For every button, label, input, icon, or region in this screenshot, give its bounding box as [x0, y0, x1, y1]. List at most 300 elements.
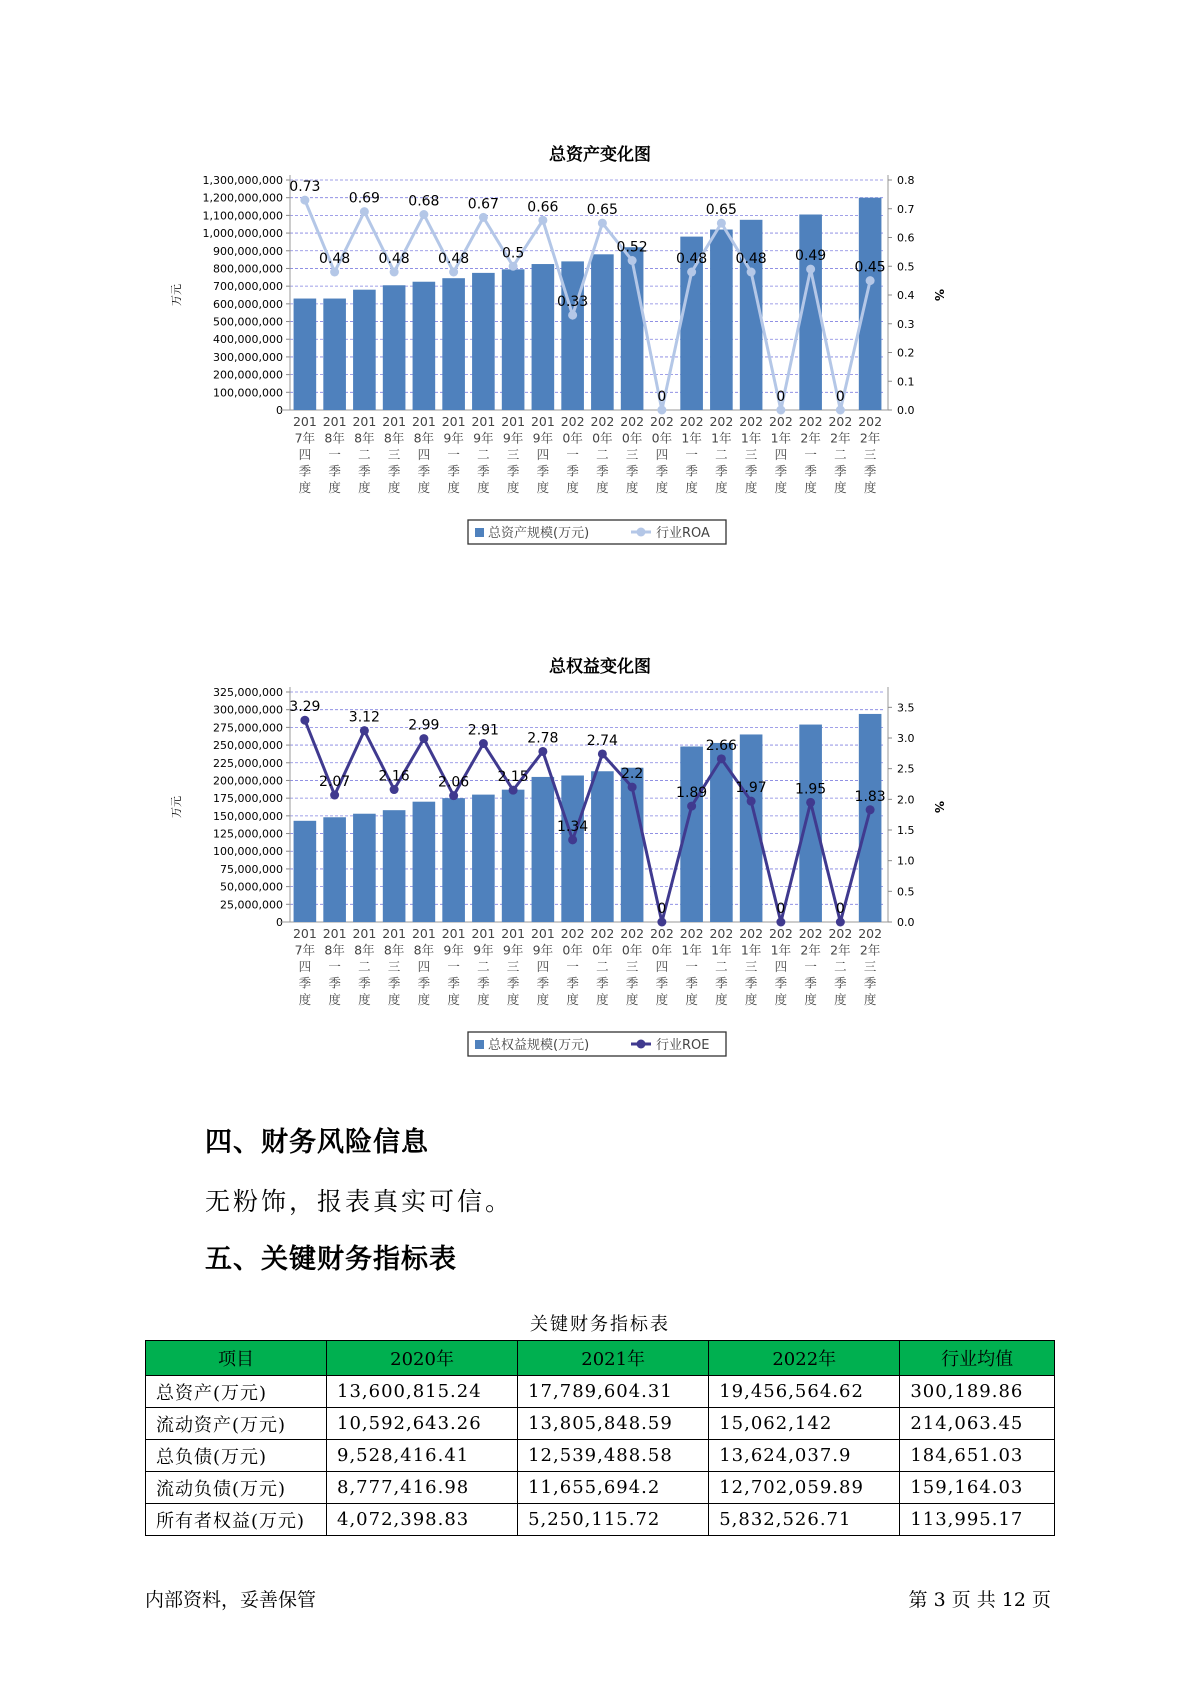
- x-tick-label: 度: [387, 480, 401, 495]
- table-cell: 159,164.03: [900, 1472, 1055, 1504]
- data-label: 0.49: [795, 248, 827, 265]
- line-point: [509, 786, 518, 795]
- x-tick-label: 度: [715, 480, 728, 495]
- bar: [502, 269, 525, 410]
- x-tick-label: 季: [328, 463, 341, 479]
- x-tick-label: 0年: [651, 942, 673, 958]
- y2-tick-label: 0.6: [897, 231, 915, 245]
- bar: [859, 714, 882, 922]
- line-point: [360, 207, 369, 216]
- x-tick-label: 季: [715, 463, 728, 479]
- risk-section-text: 无粉饰，报表真实可信。: [205, 1187, 514, 1216]
- table-cell: 13,805,848.59: [518, 1408, 709, 1440]
- y-tick-label: 200,000,000: [213, 774, 283, 788]
- x-tick-label: 季: [685, 463, 698, 479]
- x-tick-label: 度: [536, 992, 550, 1007]
- x-tick-label: 202: [649, 414, 674, 429]
- line-point: [717, 219, 726, 228]
- bar: [413, 802, 436, 922]
- x-tick-label: 三: [744, 447, 758, 462]
- y2-tick-label: 0.0: [897, 916, 915, 929]
- row-label: 总资产(万元): [146, 1376, 327, 1408]
- bar: [353, 814, 376, 922]
- header-cell: 项目: [146, 1341, 327, 1376]
- y-tick-label: 600,000,000: [213, 297, 283, 311]
- data-label: 0.66: [527, 199, 559, 216]
- x-tick-label: 一: [685, 959, 698, 974]
- x-tick-label: 度: [536, 480, 550, 495]
- x-tick-label: 四: [655, 447, 669, 462]
- x-tick-label: 8年: [324, 942, 345, 958]
- line-point: [479, 739, 488, 748]
- header-cell: 行业均值: [900, 1341, 1055, 1376]
- x-tick-label: 季: [715, 975, 728, 991]
- x-tick-label: 201: [501, 926, 526, 941]
- x-tick-label: 202: [739, 926, 764, 941]
- table-cell: 15,062,142: [709, 1408, 900, 1440]
- y2-tick-label: 0.5: [897, 885, 915, 899]
- x-tick-label: 201: [530, 414, 555, 429]
- data-label: 2.74: [586, 732, 618, 749]
- table-cell: 12,539,488.58: [518, 1440, 709, 1472]
- x-tick-label: 度: [715, 992, 728, 1007]
- line-point: [300, 716, 309, 725]
- x-tick-label: 201: [322, 926, 347, 941]
- x-tick-label: 度: [655, 992, 669, 1007]
- y2-tick-label: 1.5: [897, 824, 915, 837]
- y-tick-label: 1,200,000,000: [202, 191, 283, 205]
- data-label: 0.69: [348, 190, 380, 207]
- data-label: 1.95: [795, 781, 827, 798]
- x-tick-label: 201: [292, 414, 317, 429]
- x-tick-label: 0年: [592, 430, 613, 446]
- x-tick-label: 1年: [740, 942, 762, 958]
- x-tick-label: 度: [328, 992, 341, 1007]
- data-label: 2.91: [467, 722, 499, 739]
- x-tick-label: 四: [417, 447, 431, 462]
- x-tick-label: 二: [596, 447, 609, 462]
- y-tick-label: 1,300,000,000: [202, 174, 283, 187]
- line-point: [657, 918, 666, 927]
- legend-label: 行业ROE: [656, 1038, 710, 1053]
- x-tick-label: 度: [685, 992, 698, 1007]
- bar: [323, 817, 346, 922]
- y2-axis-label: %: [932, 288, 946, 302]
- x-tick-label: 202: [858, 926, 883, 941]
- bar: [621, 247, 644, 410]
- x-tick-label: 三: [506, 447, 520, 462]
- x-tick-label: 9年: [532, 430, 554, 446]
- x-tick-label: 三: [387, 959, 401, 974]
- x-tick-label: 1年: [711, 942, 732, 958]
- table-cell: 8,777,416.98: [327, 1472, 518, 1504]
- table-cell: 13,624,037.9: [709, 1440, 900, 1472]
- line-point: [717, 754, 726, 763]
- legend-swatch-bar: [475, 1040, 484, 1049]
- x-tick-label: 季: [744, 463, 758, 479]
- x-tick-label: 8年: [383, 430, 405, 446]
- y-tick-label: 50,000,000: [220, 880, 283, 894]
- x-tick-label: 季: [358, 463, 371, 479]
- data-label: 1.83: [854, 788, 886, 805]
- data-label: 2.16: [378, 768, 410, 785]
- bar: [532, 777, 555, 922]
- y-tick-label: 75,000,000: [220, 862, 283, 876]
- x-tick-label: 一: [328, 959, 341, 974]
- x-tick-label: 一: [685, 447, 698, 462]
- data-label: 0: [835, 901, 845, 917]
- x-tick-label: 201: [501, 414, 526, 429]
- x-tick-label: 季: [625, 975, 639, 991]
- data-label: 2.99: [408, 717, 440, 734]
- bar: [561, 261, 584, 410]
- x-tick-label: 202: [679, 926, 704, 941]
- x-tick-label: 季: [655, 975, 669, 991]
- x-tick-label: 季: [477, 975, 490, 991]
- x-tick-label: 度: [744, 992, 758, 1007]
- table-cell: 300,189.86: [900, 1376, 1055, 1408]
- bar: [383, 285, 406, 410]
- x-tick-label: 度: [298, 992, 312, 1007]
- x-tick-label: 202: [679, 414, 704, 429]
- data-label: 2.07: [319, 774, 351, 791]
- x-tick-label: 季: [863, 463, 877, 479]
- data-label: 0.48: [676, 251, 708, 267]
- x-tick-label: 201: [411, 926, 436, 941]
- y2-tick-label: 0.4: [897, 289, 915, 302]
- x-tick-label: 季: [804, 975, 817, 991]
- data-label: 1.89: [676, 785, 708, 802]
- x-tick-label: 四: [536, 959, 550, 974]
- x-tick-label: 二: [358, 959, 371, 974]
- data-label: 2.78: [527, 730, 559, 747]
- table-header-row: [146, 1341, 1055, 1376]
- y2-tick-label: 0.3: [897, 317, 915, 331]
- x-tick-label: 度: [774, 480, 788, 495]
- y-tick-label: 1,000,000,000: [202, 227, 283, 241]
- x-tick-label: 201: [382, 926, 407, 941]
- legend-swatch-point: [637, 1040, 646, 1049]
- x-tick-label: 202: [709, 414, 734, 429]
- bar: [859, 198, 882, 410]
- x-tick-label: 季: [298, 463, 312, 479]
- footer-confidential-note: 内部资料，妥善保管: [145, 1589, 317, 1611]
- x-tick-label: 三: [863, 447, 877, 462]
- y2-tick-label: 0.2: [897, 346, 915, 360]
- y-tick-label: 800,000,000: [213, 262, 283, 276]
- x-tick-label: 度: [804, 992, 817, 1007]
- x-tick-label: 202: [590, 926, 615, 941]
- y2-tick-label: 0.5: [897, 260, 915, 274]
- x-tick-label: 0年: [651, 430, 673, 446]
- x-tick-label: 度: [834, 480, 847, 495]
- y2-tick-label: 1.0: [897, 854, 915, 868]
- data-label: 0.5: [501, 245, 525, 262]
- data-label: 0.48: [378, 251, 410, 267]
- x-tick-label: 四: [298, 447, 312, 462]
- x-tick-label: 1年: [711, 430, 732, 446]
- x-tick-label: 四: [417, 959, 431, 974]
- legend-label: 总权益规模(万元): [488, 1038, 590, 1053]
- x-tick-label: 202: [768, 926, 793, 941]
- y2-tick-label: 2.0: [897, 793, 915, 807]
- x-tick-label: 度: [834, 992, 847, 1007]
- x-tick-label: 度: [596, 480, 609, 495]
- x-tick-label: 2年: [859, 942, 881, 958]
- line-point: [538, 216, 547, 225]
- chart-title: 总资产变化图: [549, 145, 651, 165]
- x-tick-label: 201: [322, 414, 347, 429]
- data-label: 0.68: [408, 193, 440, 210]
- line-point: [866, 805, 875, 814]
- x-tick-label: 二: [477, 447, 490, 462]
- x-tick-label: 度: [358, 992, 371, 1007]
- table-cell: 11,655,694.2: [518, 1472, 709, 1504]
- line-point: [836, 406, 845, 415]
- total-assets-chart-svg: [150, 165, 1050, 570]
- line-point: [628, 256, 637, 265]
- x-tick-label: 9年: [502, 942, 524, 958]
- x-tick-label: 度: [358, 480, 371, 495]
- y-tick-label: 500,000,000: [213, 315, 283, 329]
- data-label: 0.65: [705, 202, 737, 219]
- y-tick-label: 300,000,000: [213, 350, 283, 364]
- table-cell: 17,789,604.31: [518, 1376, 709, 1408]
- line-point: [479, 213, 488, 222]
- x-tick-label: 8年: [383, 942, 405, 958]
- x-tick-label: 一: [804, 959, 817, 974]
- x-tick-label: 度: [387, 992, 401, 1007]
- x-tick-label: 四: [774, 959, 788, 974]
- x-tick-label: 季: [596, 463, 609, 479]
- y-tick-label: 275,000,000: [213, 721, 283, 735]
- x-tick-label: 度: [447, 992, 460, 1007]
- x-tick-label: 季: [387, 463, 401, 479]
- y-tick-label: 225,000,000: [213, 756, 283, 770]
- x-tick-label: 2年: [830, 430, 851, 446]
- line-point: [360, 726, 369, 735]
- line-point: [806, 798, 815, 807]
- x-tick-label: 一: [566, 959, 579, 974]
- x-tick-label: 8年: [413, 942, 435, 958]
- x-tick-label: 度: [685, 480, 698, 495]
- y-tick-label: 125,000,000: [213, 827, 283, 841]
- bar: [591, 771, 614, 922]
- line-point: [598, 219, 607, 228]
- x-tick-label: 二: [596, 959, 609, 974]
- data-label: 0.65: [586, 202, 618, 219]
- x-tick-label: 9年: [443, 430, 464, 446]
- x-tick-label: 9年: [502, 430, 524, 446]
- x-tick-label: 季: [477, 463, 490, 479]
- x-tick-label: 202: [709, 926, 734, 941]
- line-point: [568, 835, 577, 844]
- x-tick-label: 一: [447, 447, 460, 462]
- data-label: 0: [657, 389, 667, 405]
- data-label: 0.67: [467, 196, 499, 213]
- x-tick-label: 季: [655, 463, 669, 479]
- bar: [472, 273, 495, 410]
- x-tick-label: 度: [804, 480, 817, 495]
- x-tick-label: 季: [774, 463, 788, 479]
- data-label: 2.66: [705, 737, 737, 754]
- line-point: [687, 802, 696, 811]
- x-tick-label: 度: [596, 992, 609, 1007]
- y-axis-label: 万元: [170, 284, 183, 306]
- x-tick-label: 度: [506, 992, 520, 1007]
- x-tick-label: 季: [834, 463, 847, 479]
- x-tick-label: 度: [417, 480, 431, 495]
- x-tick-label: 0年: [562, 430, 583, 446]
- line-point: [300, 196, 309, 205]
- data-label: 3.12: [348, 709, 380, 726]
- y2-tick-label: 3.5: [897, 701, 915, 715]
- table-row: [146, 1408, 1055, 1440]
- data-label: 0: [657, 901, 667, 917]
- x-tick-label: 9年: [473, 430, 494, 446]
- line-point: [836, 918, 845, 927]
- x-tick-label: 季: [447, 975, 460, 991]
- x-tick-label: 季: [417, 463, 431, 479]
- x-tick-label: 201: [471, 926, 496, 941]
- line-point: [598, 749, 607, 758]
- bar: [383, 810, 406, 922]
- bar: [294, 821, 317, 922]
- x-tick-label: 一: [447, 959, 460, 974]
- row-label: 所有者权益(万元): [146, 1504, 327, 1536]
- header-cell: 2021年: [518, 1341, 709, 1376]
- x-tick-label: 一: [328, 447, 341, 462]
- line-point: [538, 747, 547, 756]
- bar: [294, 299, 317, 410]
- x-tick-label: 201: [352, 926, 377, 941]
- x-tick-label: 三: [625, 959, 639, 974]
- x-tick-label: 202: [560, 414, 585, 429]
- x-tick-label: 季: [506, 463, 520, 479]
- x-tick-label: 季: [596, 975, 609, 991]
- x-tick-label: 201: [441, 926, 466, 941]
- x-tick-label: 202: [798, 414, 823, 429]
- data-label: 1.34: [557, 818, 589, 835]
- x-tick-label: 度: [774, 992, 788, 1007]
- bar: [472, 795, 495, 922]
- x-tick-label: 1年: [770, 430, 792, 446]
- x-tick-label: 度: [477, 992, 490, 1007]
- line-point: [449, 268, 458, 277]
- table-row: [146, 1440, 1055, 1472]
- table-row: [146, 1472, 1055, 1504]
- x-tick-label: 2年: [830, 942, 851, 958]
- table-caption: 关键财务指标表: [530, 1314, 670, 1335]
- x-tick-label: 202: [858, 414, 883, 429]
- y-tick-label: 100,000,000: [213, 386, 283, 400]
- header-cell: 2020年: [327, 1341, 518, 1376]
- x-tick-label: 季: [804, 463, 817, 479]
- x-tick-label: 度: [863, 480, 877, 495]
- bar: [561, 776, 584, 922]
- x-tick-label: 季: [387, 975, 401, 991]
- bar: [353, 290, 376, 410]
- data-label: 0.48: [319, 251, 351, 267]
- x-tick-label: 8年: [354, 430, 375, 446]
- x-tick-label: 度: [863, 992, 877, 1007]
- table-row: [146, 1504, 1055, 1536]
- x-tick-label: 度: [625, 480, 639, 495]
- x-tick-label: 202: [828, 414, 853, 429]
- x-tick-label: 度: [566, 992, 579, 1007]
- x-tick-label: 9年: [473, 942, 494, 958]
- y-tick-label: 900,000,000: [213, 244, 283, 258]
- y-tick-label: 25,000,000: [220, 898, 283, 912]
- x-tick-label: 二: [834, 447, 847, 462]
- table-cell: 5,832,526.71: [709, 1504, 900, 1536]
- x-tick-label: 7年: [294, 430, 316, 446]
- x-tick-label: 度: [625, 992, 639, 1007]
- x-tick-label: 季: [566, 975, 579, 991]
- x-tick-label: 度: [566, 480, 579, 495]
- x-tick-label: 季: [625, 463, 639, 479]
- x-tick-label: 201: [411, 414, 436, 429]
- y-tick-label: 1,100,000,000: [202, 209, 283, 223]
- x-tick-label: 季: [298, 975, 312, 991]
- line-point: [390, 268, 399, 277]
- data-label: 3.29: [289, 699, 321, 716]
- y2-tick-label: 0.8: [897, 174, 915, 187]
- x-tick-label: 8年: [413, 430, 435, 446]
- total-assets-chart: [150, 140, 1050, 570]
- data-label: 2.06: [438, 774, 470, 791]
- data-label: 1.97: [735, 780, 767, 797]
- x-tick-label: 三: [744, 959, 758, 974]
- table-cell: 4,072,398.83: [327, 1504, 518, 1536]
- x-tick-label: 0年: [592, 942, 613, 958]
- bar: [502, 790, 525, 922]
- data-label: 0: [776, 901, 786, 917]
- x-tick-label: 1年: [770, 942, 792, 958]
- footer-page-number: 第 3 页 共 12 页: [908, 1589, 1051, 1611]
- row-label: 流动负债(万元): [146, 1472, 327, 1504]
- x-tick-label: 二: [477, 959, 490, 974]
- line-point: [509, 262, 518, 271]
- row-label: 总负债(万元): [146, 1440, 327, 1472]
- x-tick-label: 季: [328, 975, 341, 991]
- legend-swatch-bar: [475, 528, 484, 537]
- x-tick-label: 201: [292, 926, 317, 941]
- table-cell: 184,651.03: [900, 1440, 1055, 1472]
- legend-swatch-point: [637, 528, 646, 537]
- data-label: 2.2: [620, 766, 644, 783]
- data-label: 0.52: [616, 239, 648, 256]
- data-label: 0.33: [557, 294, 589, 311]
- y-tick-label: 100,000,000: [213, 845, 283, 859]
- x-tick-label: 8年: [324, 430, 345, 446]
- x-tick-label: 202: [649, 926, 674, 941]
- bar: [442, 798, 465, 922]
- table-cell: 12,702,059.89: [709, 1472, 900, 1504]
- y2-tick-label: 0.0: [897, 404, 915, 417]
- x-tick-label: 1年: [681, 430, 702, 446]
- x-tick-label: 四: [774, 447, 788, 462]
- line-point: [806, 265, 815, 274]
- y-tick-label: 200,000,000: [213, 368, 283, 382]
- kpi-table: [145, 1340, 1055, 1536]
- y-axis-label: 万元: [170, 796, 183, 818]
- line-point: [747, 797, 756, 806]
- bar: [591, 254, 614, 410]
- x-tick-label: 四: [655, 959, 669, 974]
- x-tick-label: 三: [863, 959, 877, 974]
- x-tick-label: 8年: [354, 942, 375, 958]
